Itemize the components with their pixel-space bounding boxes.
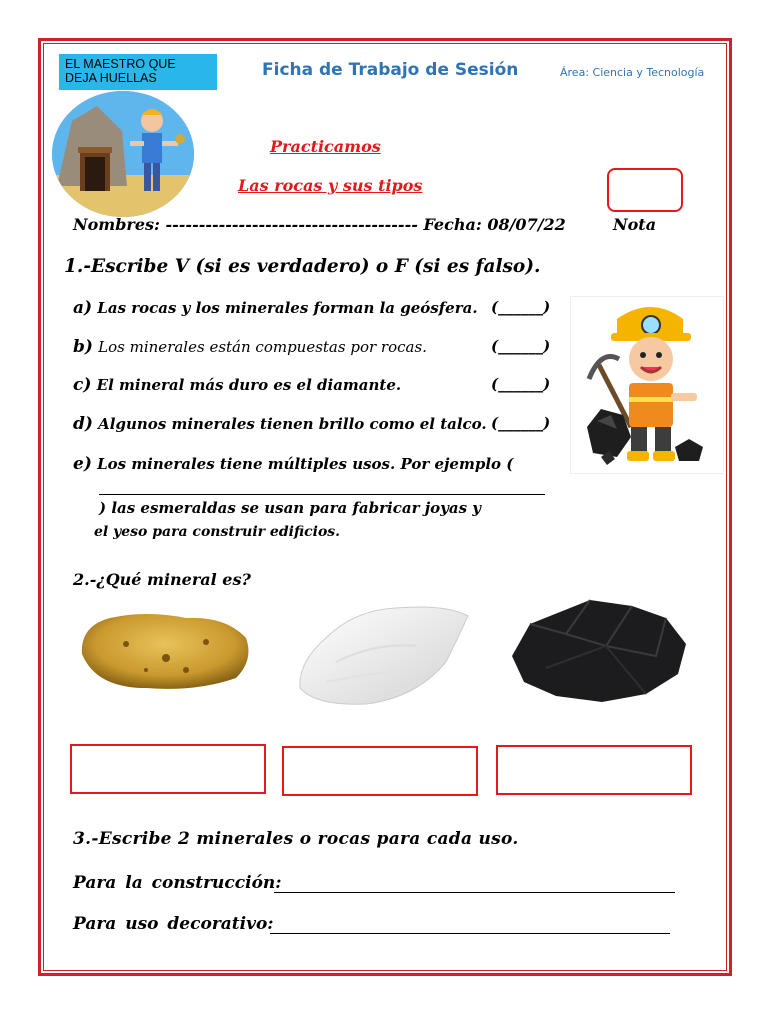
blank-c[interactable]: (______)	[491, 375, 551, 393]
item-e-line2: ) las esmeraldas se usan para fabricar joyas y	[99, 499, 481, 517]
topic-heading: Las rocas y sus tipos	[238, 176, 423, 195]
grade-label: Nota	[613, 215, 657, 234]
miner-with-pickaxe-icon	[571, 297, 723, 473]
item-b: b) Los minerales están compuestas por rocas.	[73, 337, 427, 357]
white-mineral-icon	[296, 602, 472, 708]
mineral-image-coal	[506, 590, 690, 710]
section3-title: 3.-Escribe 2 minerales o rocas para cada uso.	[73, 829, 519, 849]
construction-label: Para la construcción:	[73, 873, 282, 893]
page-title: Ficha de Trabajo de Sesión	[262, 60, 519, 80]
blank-b[interactable]: (______)	[491, 337, 551, 355]
subject-area: Área: Ciencia y Tecnología	[560, 66, 705, 79]
answer-box-gold[interactable]	[70, 744, 266, 794]
logo-badge: EL MAESTRO QUE DEJA HUELLAS	[59, 54, 217, 90]
decorative-label: Para uso decorativo:	[73, 914, 274, 934]
mine-illustration	[52, 91, 194, 217]
date-label: Fecha: 08/07/22	[423, 215, 566, 234]
item-a: a) Las rocas y los minerales forman la geósfera.	[73, 298, 478, 318]
coal-icon	[506, 590, 690, 706]
item-c: c) El mineral más duro es el diamante.	[73, 375, 402, 395]
decorative-input[interactable]	[270, 915, 670, 934]
mineral-image-gold	[76, 608, 256, 698]
blank-a[interactable]: (______)	[491, 298, 551, 316]
practice-heading: Practicamos	[270, 137, 381, 156]
item-e-line3: el yeso para construir edificios.	[94, 524, 341, 540]
miner-cave-icon	[52, 91, 194, 217]
item-e-answer-line[interactable]	[99, 478, 545, 495]
mineral-image-white	[296, 602, 472, 712]
names-field[interactable]: Nombres: --------------------------------------	[73, 215, 418, 234]
miner-illustration	[570, 296, 724, 474]
blank-d[interactable]: (______)	[491, 414, 551, 432]
item-d: d) Algunos minerales tienen brillo como el talco.	[73, 414, 487, 434]
answer-box-white[interactable]	[282, 746, 478, 796]
section2-title: 2.-¿Qué mineral es?	[73, 570, 251, 589]
construction-input[interactable]	[274, 874, 675, 893]
answer-box-coal[interactable]	[496, 745, 692, 795]
item-e: e) Los minerales tiene múltiples usos. Por ejemplo (	[73, 454, 514, 474]
grade-box[interactable]	[607, 168, 683, 212]
gold-nugget-icon	[76, 608, 256, 694]
section1-title: 1.-Escribe V (si es verdadero) o F (si es falso).	[64, 256, 541, 277]
